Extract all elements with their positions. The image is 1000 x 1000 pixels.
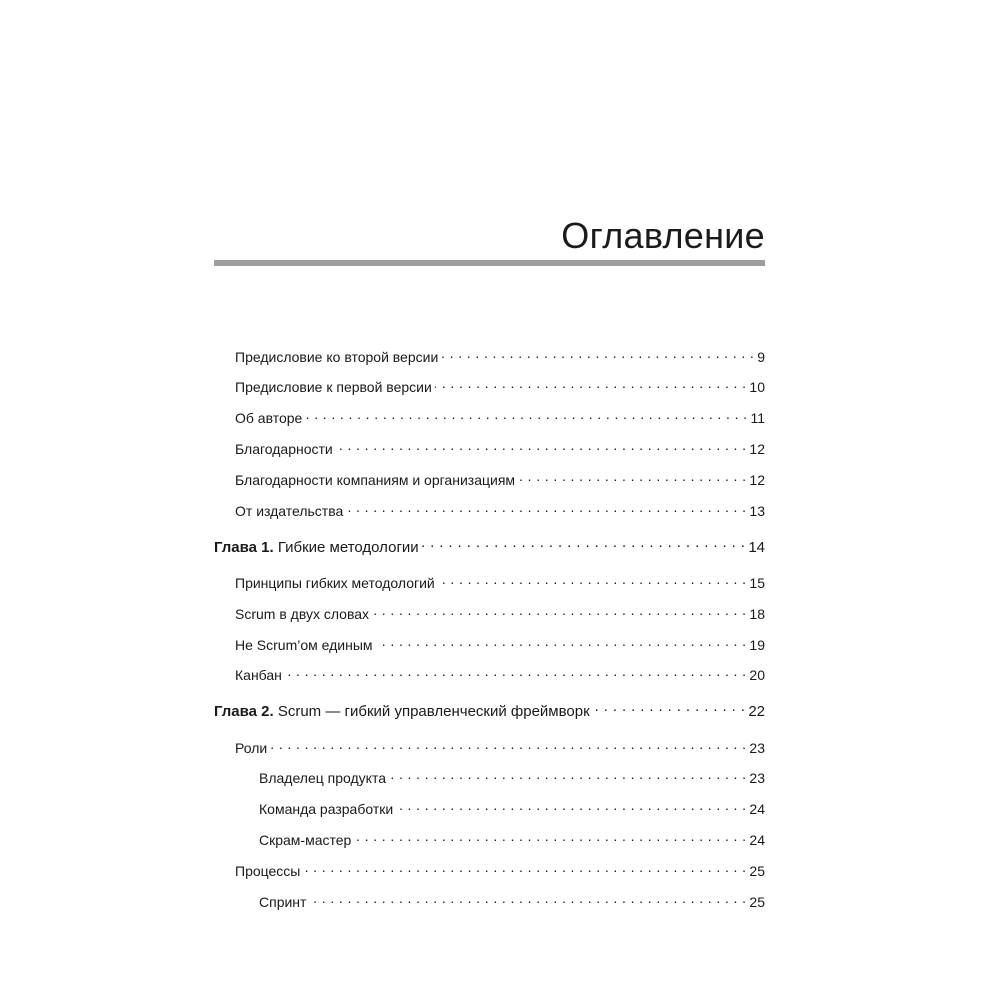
toc-entry[interactable] <box>259 765 765 787</box>
toc-entry[interactable] <box>235 405 765 427</box>
toc-entry-title <box>259 800 393 818</box>
dot-leader <box>285 662 747 680</box>
toc-entry-title <box>214 539 419 557</box>
toc-entry-title <box>259 831 351 849</box>
toc-entry[interactable] <box>235 344 765 366</box>
toc-entry[interactable] <box>259 827 765 849</box>
toc-entry-title <box>235 348 438 366</box>
toc-entry-title <box>235 574 435 592</box>
dot-leader <box>396 796 746 814</box>
toc-entry-text: Роли <box>235 740 268 756</box>
toc-page-number: 12 <box>749 441 765 457</box>
toc-entry[interactable] <box>235 601 765 623</box>
toc-entry-text: Не Scrum’ом единым <box>235 637 373 653</box>
toc-entry-title <box>235 440 333 458</box>
toc-entry-title <box>235 739 267 757</box>
dot-leader <box>518 467 746 485</box>
toc-entry-text: Scrum в двух словах <box>235 606 370 622</box>
toc-entry-text: Предисловие ко второй версии <box>235 349 439 365</box>
toc-page-number: 25 <box>749 894 765 910</box>
toc-entry-text: Scrum — гибкий управленческий фреймворк <box>277 703 590 720</box>
toc-entry-text: Канбан <box>235 667 282 683</box>
dot-leader <box>441 344 754 362</box>
dot-leader <box>593 698 746 716</box>
toc-entry-title <box>235 666 282 684</box>
dot-leader <box>336 436 747 454</box>
toc-entry-text: Скрам-мастер <box>259 832 352 848</box>
toc-entry-text: Владелец продукта <box>259 770 386 786</box>
toc-entry[interactable] <box>235 570 765 592</box>
toc-entry[interactable] <box>235 632 765 654</box>
dot-leader <box>389 765 746 783</box>
toc-entry-title <box>214 703 590 721</box>
dot-leader <box>309 889 746 907</box>
toc-entry-text: От издательства <box>235 503 344 519</box>
toc-entry[interactable] <box>235 498 765 520</box>
toc-page-number: 13 <box>749 503 765 519</box>
toc-page-number: 24 <box>749 832 765 848</box>
toc-entry-title <box>235 862 300 880</box>
toc-chapter-entry[interactable] <box>214 534 765 557</box>
dot-leader <box>305 405 747 423</box>
toc-entry-title <box>235 378 432 396</box>
toc-entry[interactable] <box>235 374 765 396</box>
toc-entry-text: Об авторе <box>235 410 303 426</box>
toc-entry[interactable] <box>235 467 765 489</box>
toc-entry-title <box>235 471 515 489</box>
dot-leader <box>422 534 746 552</box>
dot-leader <box>354 827 746 845</box>
page-title: Оглавление <box>561 215 765 256</box>
chapter-number: Глава 1. <box>214 539 274 556</box>
toc-entry-text: Принципы гибких методологий <box>235 575 435 591</box>
toc-entry[interactable] <box>235 858 765 880</box>
toc-page-number: 15 <box>749 575 765 591</box>
toc-entry-title <box>259 769 386 787</box>
dot-leader <box>303 858 746 876</box>
toc-entry[interactable] <box>259 889 765 911</box>
toc-entry[interactable] <box>235 662 765 684</box>
dot-leader <box>372 601 746 619</box>
toc-entry-text: Благодарности <box>235 441 333 457</box>
toc-entry-title <box>235 636 373 654</box>
toc-page-number: 9 <box>757 349 765 365</box>
toc-entry-text: Спринт <box>259 894 307 910</box>
toc-chapter-entry[interactable] <box>214 698 765 721</box>
toc-page-number: 12 <box>749 472 765 488</box>
toc-entry-text: Гибкие методологии <box>277 539 419 556</box>
toc-entry-text: Предисловие к первой версии <box>235 379 432 395</box>
toc-page-number: 18 <box>749 606 765 622</box>
toc-entry[interactable] <box>235 735 765 757</box>
toc-page-number: 25 <box>749 863 765 879</box>
toc-page-number: 22 <box>748 703 765 720</box>
toc-page-number: 10 <box>749 379 765 395</box>
toc-page-number: 20 <box>749 667 765 683</box>
toc-entry-title <box>259 893 306 911</box>
dot-leader <box>438 570 747 588</box>
toc-entry-text: Команда разработки <box>259 801 394 817</box>
toc-page-number: 23 <box>749 770 765 786</box>
toc-entry-title <box>235 409 302 427</box>
toc-page-number: 24 <box>749 801 765 817</box>
toc-entry-title <box>235 502 343 520</box>
toc-entry-title <box>235 605 369 623</box>
toc-entry[interactable] <box>235 436 765 458</box>
chapter-number: Глава 2. <box>214 703 274 720</box>
toc-page-number: 23 <box>749 740 765 756</box>
toc-page-number: 11 <box>750 410 765 426</box>
dot-leader <box>270 735 746 753</box>
toc-page-number: 14 <box>748 539 765 556</box>
toc-page-number: 19 <box>749 637 765 653</box>
dot-leader <box>376 632 747 650</box>
toc-entry-text: Благодарности компаниям и организациям <box>235 472 516 488</box>
toc-entry-text: Процессы <box>235 863 301 879</box>
dot-leader <box>435 374 747 392</box>
dot-leader <box>346 498 746 516</box>
toc-entry[interactable] <box>259 796 765 818</box>
